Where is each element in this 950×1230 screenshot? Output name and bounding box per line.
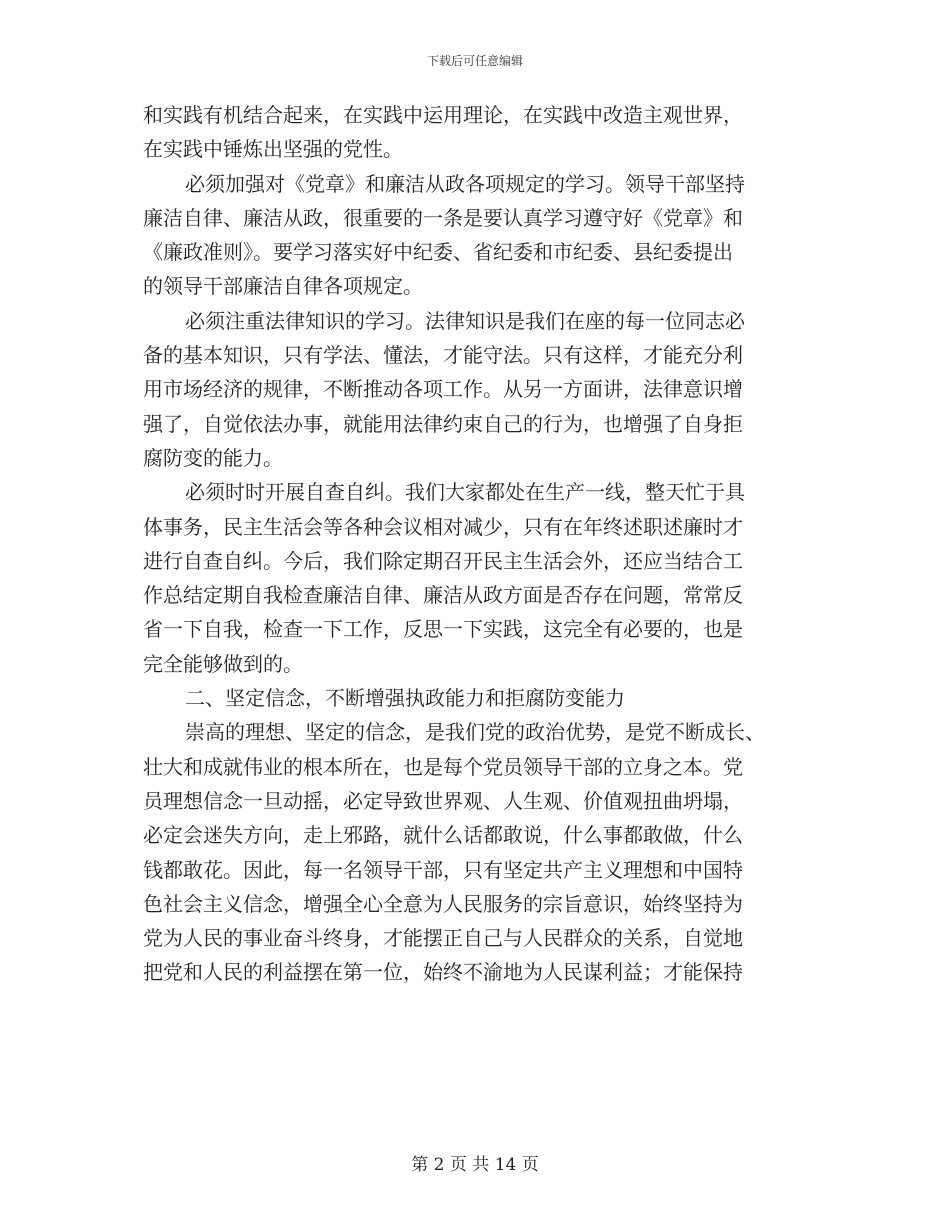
text-line: 必须加强对《党章》和廉洁从政各项规定的学习。领导干部坚持 [185,171,745,196]
text-line: 崇高的理想、坚定的信念，是我们党的政治优势，是党不断成长、 [185,720,765,745]
document-body [143,98,811,990]
text-line: 二、坚定信念，不断增强执政能力和拒腐防变能力 [185,686,625,711]
text-line: 色社会主义信念，增强全心全意为人民服务的宗旨意识，始终坚持为 [143,891,743,916]
text-line: 《廉政准则》。要学习落实好中纪委、省纪委和市纪委、县纪委提出 [143,240,733,265]
text-line: 的领导干部廉洁自律各项规定。 [143,274,423,299]
text-line: 党为人民的事业奋斗终身，才能摆正自己与人民群众的关系，自觉地 [143,926,743,951]
text-line: 用市场经济的规律，不断推动各项工作。从另一方面讲，法律意识增 [143,377,743,402]
page-header: 下载后可任意编辑 [426,54,523,68]
text-line: 必须注重法律知识的学习。法律知识是我们在座的每一位同志必 [185,308,745,333]
text-line: 必须时时开展自查自纠。我们大家都处在生产一线，整天忙于具 [185,480,745,505]
text-line: 钱都敢花。因此，每一名领导干部，只有坚定共产主义理想和中国特 [143,857,743,882]
page-footer: 第 2 页 共 14 页 [411,1155,539,1175]
text-line: 在实践中锤炼出坚强的党性。 [143,137,403,162]
text-line: 把党和人民的利益摆在第一位，始终不渝地为人民谋利益；才能保持 [143,960,743,985]
text-line: 和实践有机结合起来，在实践中运用理论，在实践中改造主观世界， [143,103,743,127]
text-line: 进行自查自纠。今后，我们除定期召开民主生活会外，还应当结合工 [143,548,743,573]
text-line: 体事务，民主生活会等各种会议相对减少，只有在年终述职述廉时才 [143,514,743,539]
text-line: 强了，自觉依法办事，就能用法律约束自己的行为，也增强了自身拒 [143,411,743,436]
text-line: 完全能够做到的。 [143,651,303,676]
text-line: 备的基本知识，只有学法、懂法，才能守法。只有这样，才能充分利 [143,343,743,368]
text-line: 必定会迷失方向，走上邪路，就什么话都敢说，什么事都敢做，什么 [143,823,743,848]
text-line: 员理想信念一旦动摇，必定导致世界观、人生观、价值观扭曲坍塌， [143,788,743,813]
text-line: 腐防变的能力。 [143,445,283,470]
text-line: 壮大和成就伟业的根本所在，也是每个党员领导干部的立身之本。党 [143,754,743,779]
text-line: 作总结定期自我检查廉洁自律、廉洁从政方面是否存在问题，常常反 [143,583,743,608]
text-line: 廉洁自律、廉洁从政，很重要的一条是要认真学习遵守好《党章》和 [143,205,743,230]
text-line: 省一下自我，检查一下工作，反思一下实践，这完全有必要的，也是 [143,617,743,642]
